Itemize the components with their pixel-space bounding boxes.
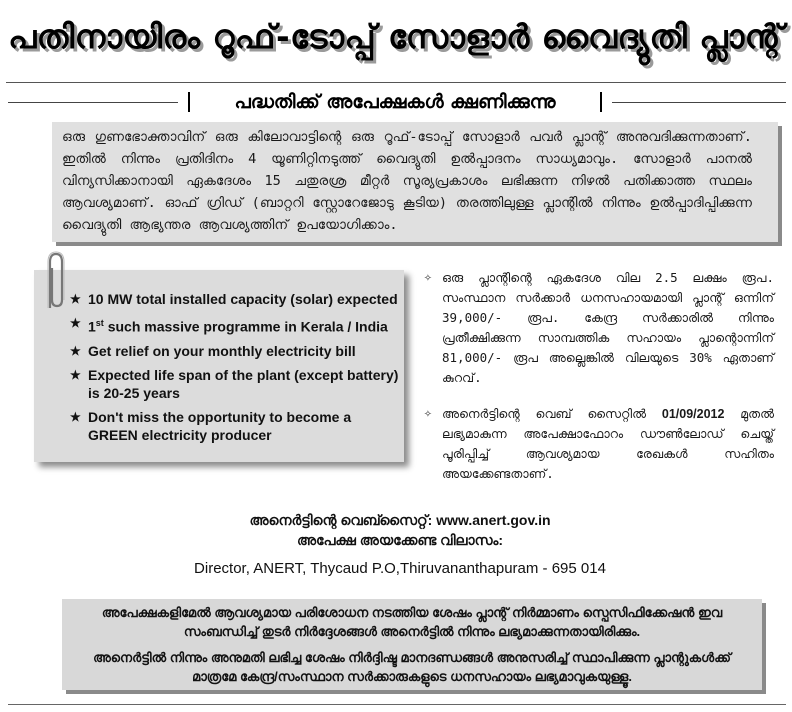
feature-text: 10 MW total installed capacity (solar) expected (88, 291, 398, 307)
feature-text: Expected life span of the plant (except battery) is 20-25 years (88, 366, 399, 401)
feature-item (70, 314, 400, 336)
section-heading-text: പദ്ധതിക്ക് അപേക്ഷകൾ ക്ഷണിക്കുന്നു (234, 91, 556, 113)
feature-item (70, 342, 400, 360)
intro-text: ഒരു ഗുണഭോക്താവിന് ഒരു കിലോവാട്ടിന്റെ ഒരു റൂഫ്-ടോപ്പ് സോളാർ പവർ പ്ലാന്റ് അനുവദിക്കുന്നതാണ്. ഇതിൽ നിന്നും പ്രതിദിനം 4 യൂണിറ്റിനടുത്ത് വൈദ്യുതി ഉൽപ്പാദനം സാധ്യമാവും. സോളാർ പാനൽ വിന്യസിക്കാനായി ഏകദേശം 15 ചതുരശ്ര മീറ്റർ സൂര്യപ്രകാശം ലഭിക്കുന്ന നിഴൽ പതിക്കാത്ത സ്ഥലം ആവശ്യമാണ്. ഓഫ് ഗ്രിഡ് (ബാറ്ററി സ്റ്റോറേജോടു കൂടിയ) തരത്തിലുള്ള പ്ലാന്റിൽ നിന്നും ഉൽപ്പാദിപ്പിക്കുന്ന വൈദ്യുതി ആഭ്യന്തര ആവശ്യത്തിന് ഉപയോഗിക്കാം. (62, 129, 752, 233)
heading-bracket-left (188, 92, 190, 112)
star-icon: ★ (70, 409, 81, 424)
application-text-end: മുതൽ ലഭ്യമാകുന്ന അപേക്ഷാഫോറം ഡൗൺലോഡ് ചെയ്ത് പൂരിപ്പിച്ച് ആവശ്യമായ രേഖകൾ സഹിതം അയക്കേണ്ടതാണ്. (442, 406, 775, 481)
star-icon: ★ (70, 343, 81, 358)
feature-item (70, 408, 400, 444)
star-icon: ★ (70, 367, 81, 382)
feature-ordinal: 1 (88, 318, 96, 335)
website-line: അനെർട്ടിന്റെ വെബ്സൈറ്റ്: www.anert.gov.in (249, 512, 551, 528)
application-text-start: അനെർട്ടിന്റെ വെബ് സൈറ്റിൽ (442, 406, 662, 421)
feature-item (70, 366, 400, 402)
section-heading (188, 88, 602, 116)
diamond-bullet-icon: ✧ (424, 270, 432, 285)
cost-details (424, 268, 774, 484)
bottom-rule (8, 704, 786, 705)
notice-subsidy: അനെർട്ടിൽ നിന്നും അനുമതി ലഭിച്ച ശേഷം നിർദ്ദിഷ്ട മാനദണ്ഡങ്ങൾ അനുസരിച്ച് സ്ഥാപിക്കുന്ന പ്ലാന്റുകൾക്ക് മാത്രമേ കേന്ദ്ര/സംസ്ഥാന സർക്കാരുകളുടെ ധനസഹായം ലഭ്യമാവുകയുള്ളൂ. (62, 644, 762, 690)
heading-bracket-right (600, 92, 602, 112)
feature-text: Get relief on your monthly electricity bill (88, 342, 356, 359)
contact-block (150, 510, 650, 580)
cost-paragraph (424, 268, 774, 388)
title-banner (0, 0, 792, 74)
cost-text: ഒരു പ്ലാന്റിന്റെ ഏകദേശ വില 2.5 ലക്ഷം രൂപ. സംസ്ഥാന സർക്കാർ ധനസഹായമായി പ്ലാന്റ് ഒന്നിന് 39,000/- രൂപ. കേന്ദ്ര സർക്കാരിൽ നിന്നും പ്രതീക്ഷിക്കുന്ന സാമ്പത്തിക സഹായം പ്ലാന്റൊന്നിന് 81,000/- രൂപ അല്ലെങ്കിൽ വിലയുടെ 30% ഏതാണ് കുറവ്. (442, 270, 774, 385)
postal-address: Director, ANERT, Thycaud P.O,Thiruvananthapuram - 695 014 (194, 560, 606, 577)
diamond-bullet-icon: ✧ (424, 406, 432, 421)
feature-text: Don't miss the opportunity to become a GREEN electricity producer (88, 408, 352, 443)
paperclip-icon (40, 250, 70, 312)
application-start-date: 01/09/2012 (661, 407, 725, 421)
application-paragraph (424, 404, 774, 484)
page-title: പതിനായിരം റൂഫ്-ടോപ്പ് സോളാർ വൈദ്യുതി പ്ലാന്റ് (8, 17, 784, 56)
star-icon: ★ (70, 292, 81, 306)
feature-item (70, 290, 400, 308)
notice-inspection: അപേക്ഷകളിമേൽ ആവശ്യമായ പരിശോധന നടത്തിയ ശേഷം പ്ലാന്റ് നിർമ്മാണം സ്പെസിഫിക്കേഷൻ ഇവ സംബന്ധിച്ച് തുടർ നിർദ്ദേശങ്ങൾ അനെർട്ടിൽ നിന്നും ലഭ്യമാക്കുന്നതായിരിക്കും. (62, 599, 762, 645)
feature-ordinal-suffix: st (95, 318, 104, 328)
star-icon: ★ (70, 316, 81, 330)
heading-rule-left (8, 102, 178, 103)
features-list (70, 290, 400, 450)
address-label: അപേക്ഷ അയക്കേണ്ട വിലാസം: (296, 532, 504, 548)
heading-rule-right (612, 102, 786, 103)
feature-text: such massive programme in Kerala / India (103, 318, 388, 335)
